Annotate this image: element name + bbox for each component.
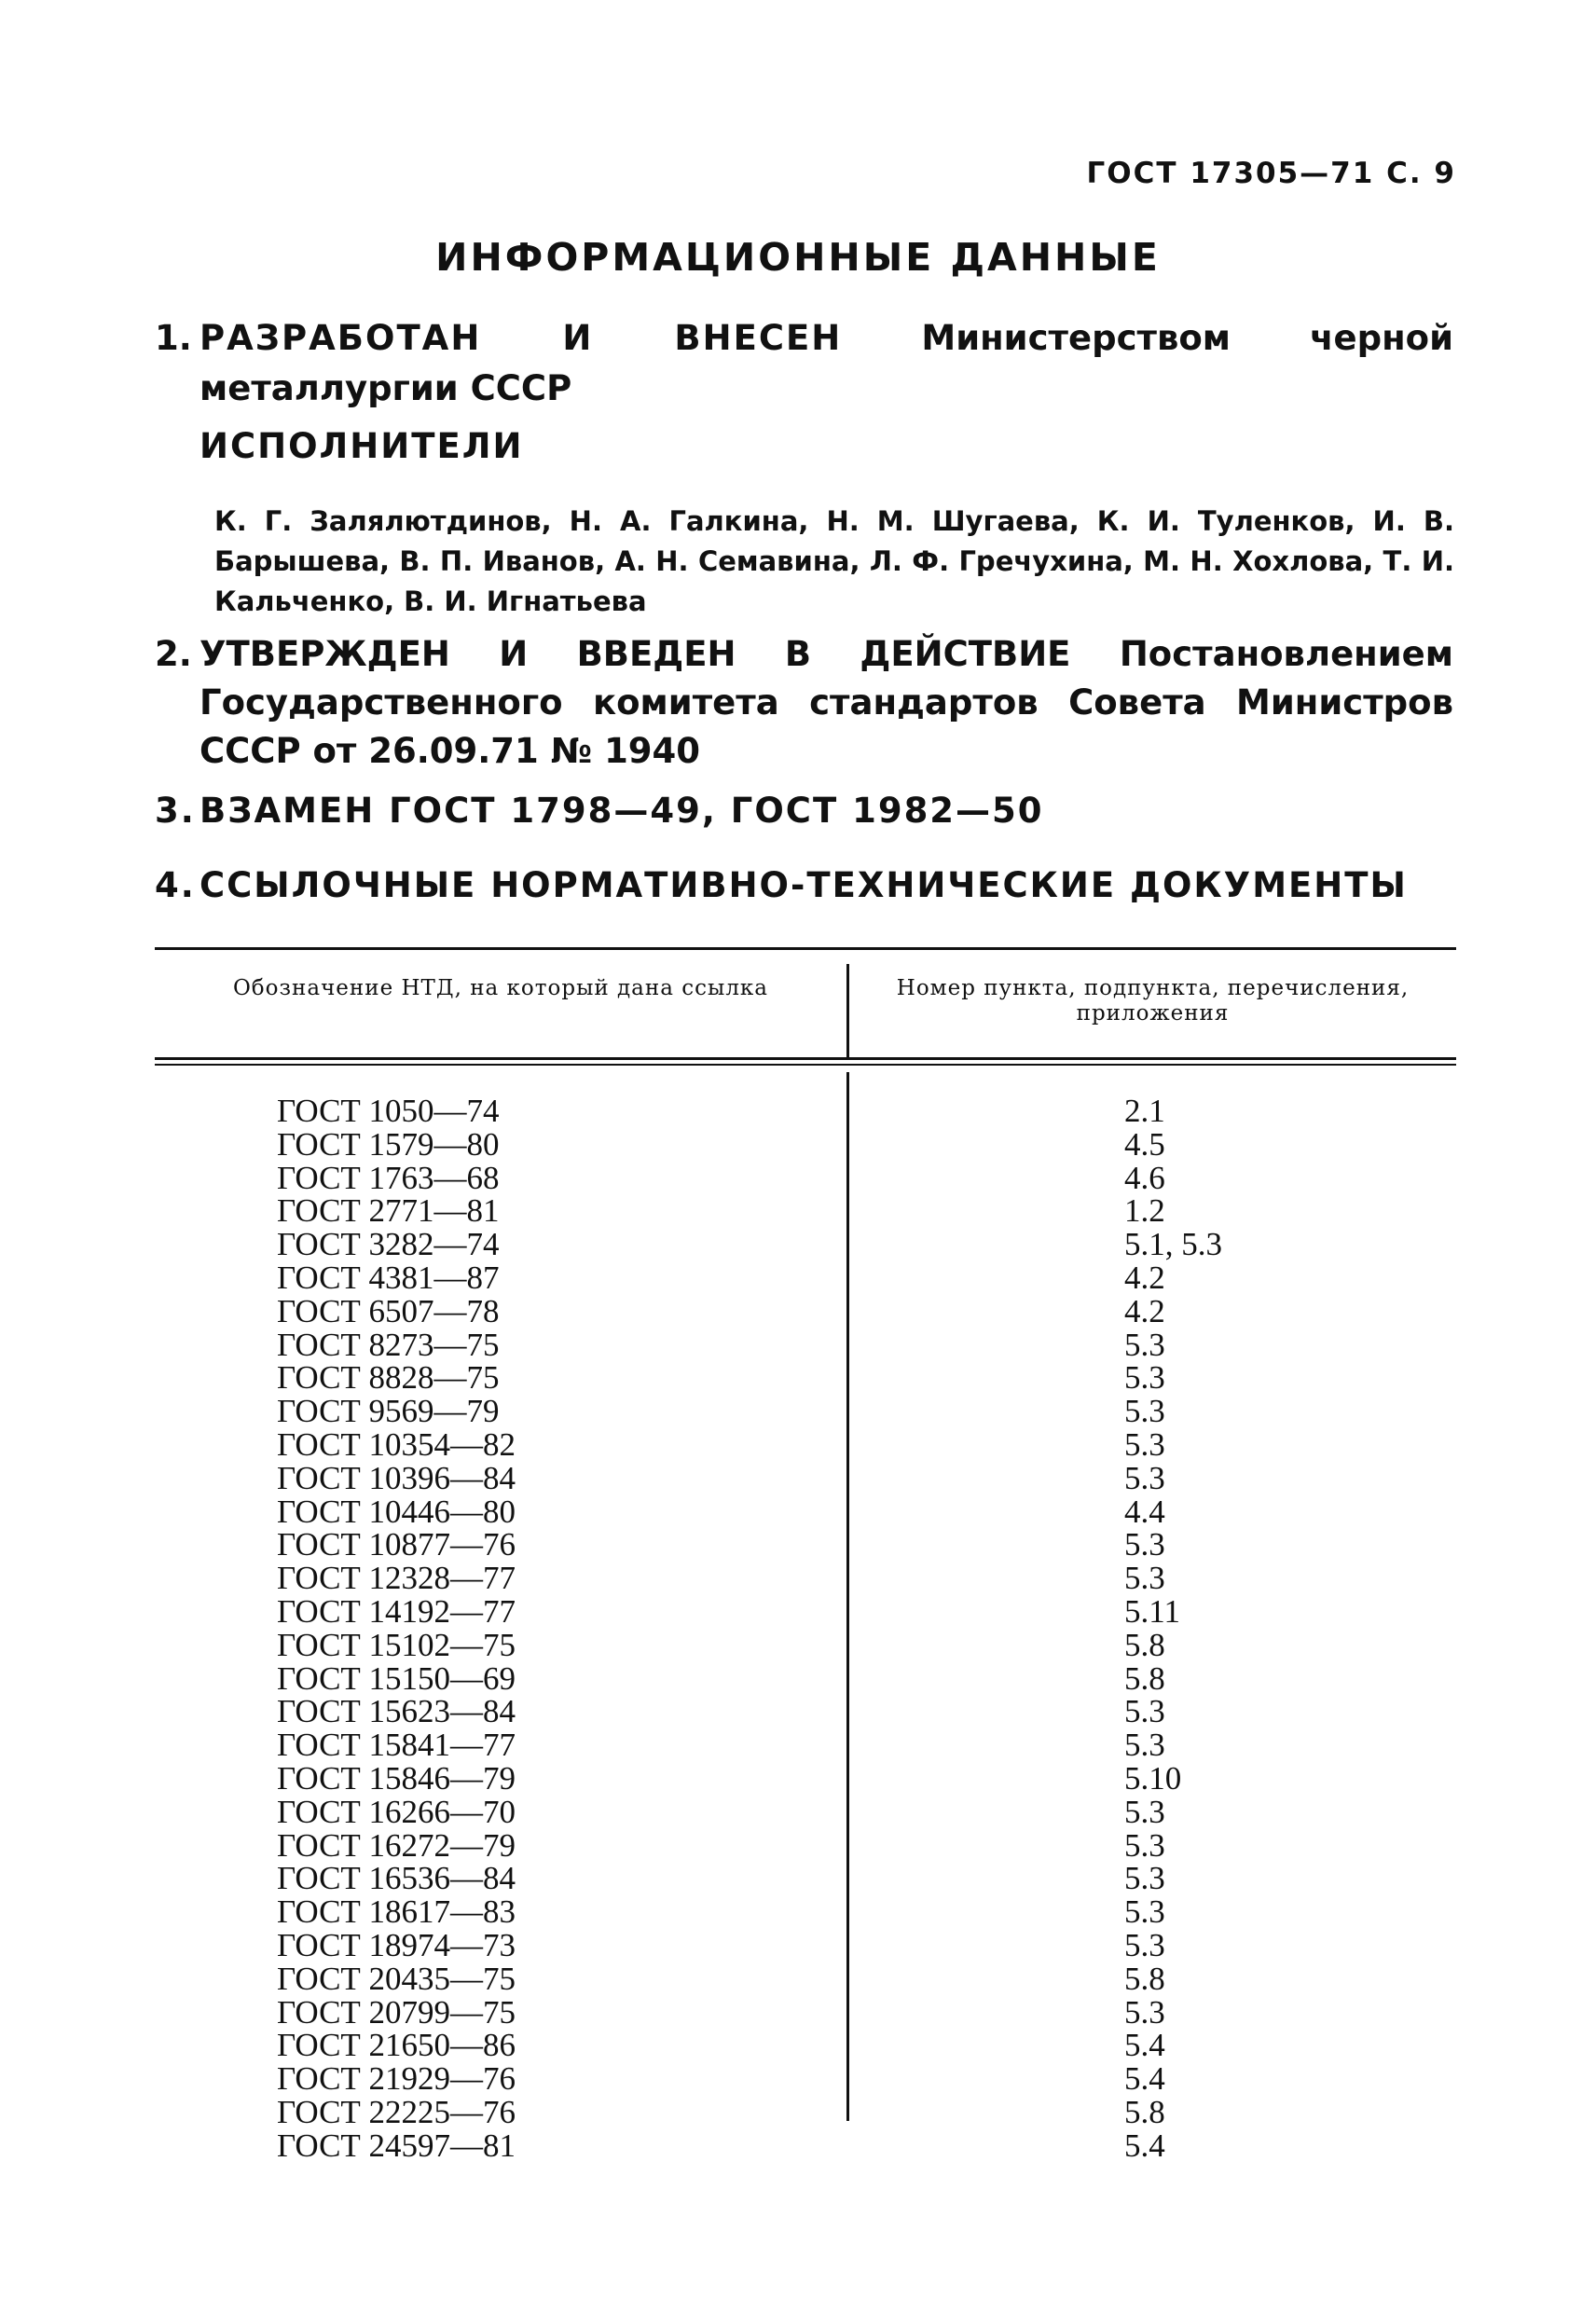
table-row bbox=[0, 1361, 1596, 1395]
ntd-designation: ГОСТ 6507—78 bbox=[277, 1292, 500, 1329]
table-row bbox=[0, 1895, 1596, 1929]
table-row bbox=[0, 1159, 1596, 1196]
ntd-designation: ГОСТ 20435—75 bbox=[277, 1960, 516, 1997]
clause-number: 5.8 bbox=[1124, 1626, 1165, 1663]
table-row bbox=[0, 2129, 1596, 2163]
clause-number: 5.11 bbox=[1124, 1592, 1180, 1630]
table-row bbox=[0, 1261, 1596, 1295]
table-row bbox=[0, 1395, 1596, 1428]
clause-number: 5.1, 5.3 bbox=[1124, 1226, 1222, 1263]
clause-number: 5.3 bbox=[1124, 1793, 1165, 1830]
table-row bbox=[0, 1695, 1596, 1728]
ntd-designation: ГОСТ 16272—79 bbox=[277, 1826, 516, 1864]
section-3-number: 3. bbox=[155, 791, 196, 831]
ntd-designation: ГОСТ 8273—75 bbox=[277, 1326, 500, 1363]
clause-number: 5.10 bbox=[1124, 1759, 1182, 1797]
table-row bbox=[0, 1292, 1596, 1329]
reference-table-body bbox=[0, 1095, 1596, 2163]
clause-number: 5.3 bbox=[1124, 1526, 1165, 1563]
table-row bbox=[0, 1826, 1596, 1864]
clause-number: 5.3 bbox=[1124, 1693, 1165, 1730]
table-top-rule bbox=[155, 947, 1456, 950]
table-row bbox=[0, 1962, 1596, 1996]
section-4-text: ССЫЛОЧНЫЕ НОРМАТИВНО-ТЕХНИЧЕСКИЕ ДОКУМЕНТЫ bbox=[200, 865, 1408, 905]
table-row bbox=[0, 1125, 1596, 1163]
clause-number: 5.8 bbox=[1124, 1960, 1165, 1997]
page-header-doc-ref: ГОСТ 17305—71 С. 9 bbox=[1086, 157, 1456, 190]
clause-number: 5.4 bbox=[1124, 2027, 1165, 2064]
table-row bbox=[0, 1194, 1596, 1228]
section-4-number: 4. bbox=[155, 865, 196, 905]
clause-number: 5.3 bbox=[1124, 1425, 1165, 1463]
clause-number: 5.4 bbox=[1124, 2127, 1165, 2164]
page-title: ИНФОРМАЦИОННЫЕ ДАННЫЕ bbox=[435, 235, 1161, 280]
clause-number: 4.2 bbox=[1124, 1259, 1165, 1296]
ntd-designation: ГОСТ 1763—68 bbox=[277, 1159, 500, 1196]
table-row bbox=[0, 1659, 1596, 1697]
ntd-designation: ГОСТ 10877—76 bbox=[277, 1526, 516, 1563]
clause-number: 5.3 bbox=[1124, 1926, 1165, 1963]
clause-number: 4.6 bbox=[1124, 1159, 1165, 1196]
ntd-designation: ГОСТ 10354—82 bbox=[277, 1425, 516, 1463]
table-row bbox=[0, 2029, 1596, 2062]
clause-number: 5.3 bbox=[1124, 1860, 1165, 1897]
table-row bbox=[0, 1495, 1596, 1529]
clause-number: 4.4 bbox=[1124, 1493, 1165, 1530]
ntd-designation: ГОСТ 10446—80 bbox=[277, 1493, 516, 1530]
table-header-rule-2 bbox=[155, 1064, 1456, 1066]
table-row bbox=[0, 1926, 1596, 1963]
ntd-designation: ГОСТ 16536—84 bbox=[277, 1860, 516, 1897]
section-3-text: ВЗАМЕН ГОСТ 1798—49, ГОСТ 1982—50 bbox=[200, 791, 1044, 831]
table-row bbox=[0, 1793, 1596, 1830]
clause-number: 5.3 bbox=[1124, 1727, 1165, 1764]
ntd-designation: ГОСТ 20799—75 bbox=[277, 1993, 516, 2031]
ntd-designation: ГОСТ 21929—76 bbox=[277, 2060, 516, 2098]
ntd-designation: ГОСТ 21650—86 bbox=[277, 2027, 516, 2064]
section-2-label: УТВЕРЖДЕН И ВВЕДЕН В ДЕЙСТВИЕ bbox=[200, 634, 1071, 674]
executors-heading: ИСПОЛНИТЕЛИ bbox=[200, 426, 524, 466]
clause-number: 5.3 bbox=[1124, 1826, 1165, 1864]
table-row bbox=[0, 1626, 1596, 1663]
table-header-ntd: Обозначение НТД, на который дана ссылка bbox=[232, 976, 769, 1000]
ntd-designation: ГОСТ 14192—77 bbox=[277, 1592, 516, 1630]
table-row bbox=[0, 1228, 1596, 1261]
clause-number: 5.8 bbox=[1124, 2093, 1165, 2130]
clause-number: 5.4 bbox=[1124, 2060, 1165, 2098]
section-2-text: Постановлением Государственного комитета стандартов Совета Министров СССР от 26.09.71 № 1940 bbox=[200, 634, 1453, 771]
executors-names: К. Г. Залялютдинов, Н. А. Галкина, Н. М. Шугаева, К. И. Туленков, И. В. Барышева, В. П. Иванов, А. Н. Семавина, Л. Ф. Гречухина, М. Н. Хохлова, Т. И. Кальченко, В. И. Игнатьева bbox=[214, 505, 1454, 617]
clause-number: 4.2 bbox=[1124, 1292, 1165, 1329]
ntd-designation: ГОСТ 8828—75 bbox=[277, 1359, 500, 1397]
ntd-designation: ГОСТ 1050—74 bbox=[277, 1093, 500, 1129]
clause-number: 5.3 bbox=[1124, 1893, 1165, 1931]
ntd-designation: ГОСТ 18974—73 bbox=[277, 1926, 516, 1963]
clause-number: 5.3 bbox=[1124, 1560, 1165, 1597]
ntd-designation: ГОСТ 10396—84 bbox=[277, 1459, 516, 1496]
clause-number: 5.3 bbox=[1124, 1359, 1165, 1397]
ntd-designation: ГОСТ 15841—77 bbox=[277, 1727, 516, 1764]
ntd-designation: ГОСТ 9569—79 bbox=[277, 1393, 500, 1430]
ntd-designation: ГОСТ 12328—77 bbox=[277, 1560, 516, 1597]
clause-number: 4.5 bbox=[1124, 1125, 1165, 1163]
ntd-designation: ГОСТ 2771—81 bbox=[277, 1192, 500, 1230]
clause-number: 2.1 bbox=[1124, 1093, 1165, 1129]
table-row bbox=[0, 1592, 1596, 1630]
table-row bbox=[0, 1425, 1596, 1463]
clause-number: 5.3 bbox=[1124, 1993, 1165, 2031]
ntd-designation: ГОСТ 18617—83 bbox=[277, 1893, 516, 1931]
table-header-rule-1 bbox=[155, 1057, 1456, 1060]
clause-number: 5.8 bbox=[1124, 1659, 1165, 1697]
ntd-designation: ГОСТ 16266—70 bbox=[277, 1793, 516, 1830]
section-1-label: РАЗРАБОТАН И ВНЕСЕН bbox=[200, 318, 843, 358]
section-1-number: 1. bbox=[155, 318, 192, 358]
table-header-clause: Номер пункта, подпункта, перечисления, приложения bbox=[896, 976, 1410, 1026]
ntd-designation: ГОСТ 22225—76 bbox=[277, 2093, 516, 2130]
ntd-designation: ГОСТ 15846—79 bbox=[277, 1759, 516, 1797]
ntd-designation: ГОСТ 3282—74 bbox=[277, 1226, 500, 1263]
clause-number: 5.3 bbox=[1124, 1459, 1165, 1496]
table-row bbox=[0, 1862, 1596, 1895]
ntd-designation: ГОСТ 4381—87 bbox=[277, 1259, 500, 1296]
table-row bbox=[0, 1728, 1596, 1762]
table-row bbox=[0, 2062, 1596, 2096]
table-row bbox=[0, 1993, 1596, 2031]
table-row bbox=[0, 1326, 1596, 1363]
table-row bbox=[0, 1528, 1596, 1562]
table-row bbox=[0, 1759, 1596, 1797]
table-row bbox=[0, 1095, 1596, 1128]
ntd-designation: ГОСТ 24597—81 bbox=[277, 2127, 516, 2164]
ntd-designation: ГОСТ 15623—84 bbox=[277, 1693, 516, 1730]
ntd-designation: ГОСТ 1579—80 bbox=[277, 1125, 500, 1163]
section-1-body bbox=[200, 313, 1453, 414]
clause-number: 5.3 bbox=[1124, 1326, 1165, 1363]
section-2-number: 2. bbox=[155, 634, 192, 674]
clause-number: 1.2 bbox=[1124, 1192, 1165, 1230]
ntd-designation: ГОСТ 15102—75 bbox=[277, 1626, 516, 1663]
section-1-text: Министерством черной металлургии СССР bbox=[200, 318, 1453, 408]
table-row bbox=[0, 1562, 1596, 1595]
clause-number: 5.3 bbox=[1124, 1393, 1165, 1430]
ntd-designation: ГОСТ 15150—69 bbox=[277, 1659, 516, 1697]
section-2-body bbox=[200, 630, 1453, 776]
table-row bbox=[0, 1459, 1596, 1496]
table-row bbox=[0, 2093, 1596, 2130]
